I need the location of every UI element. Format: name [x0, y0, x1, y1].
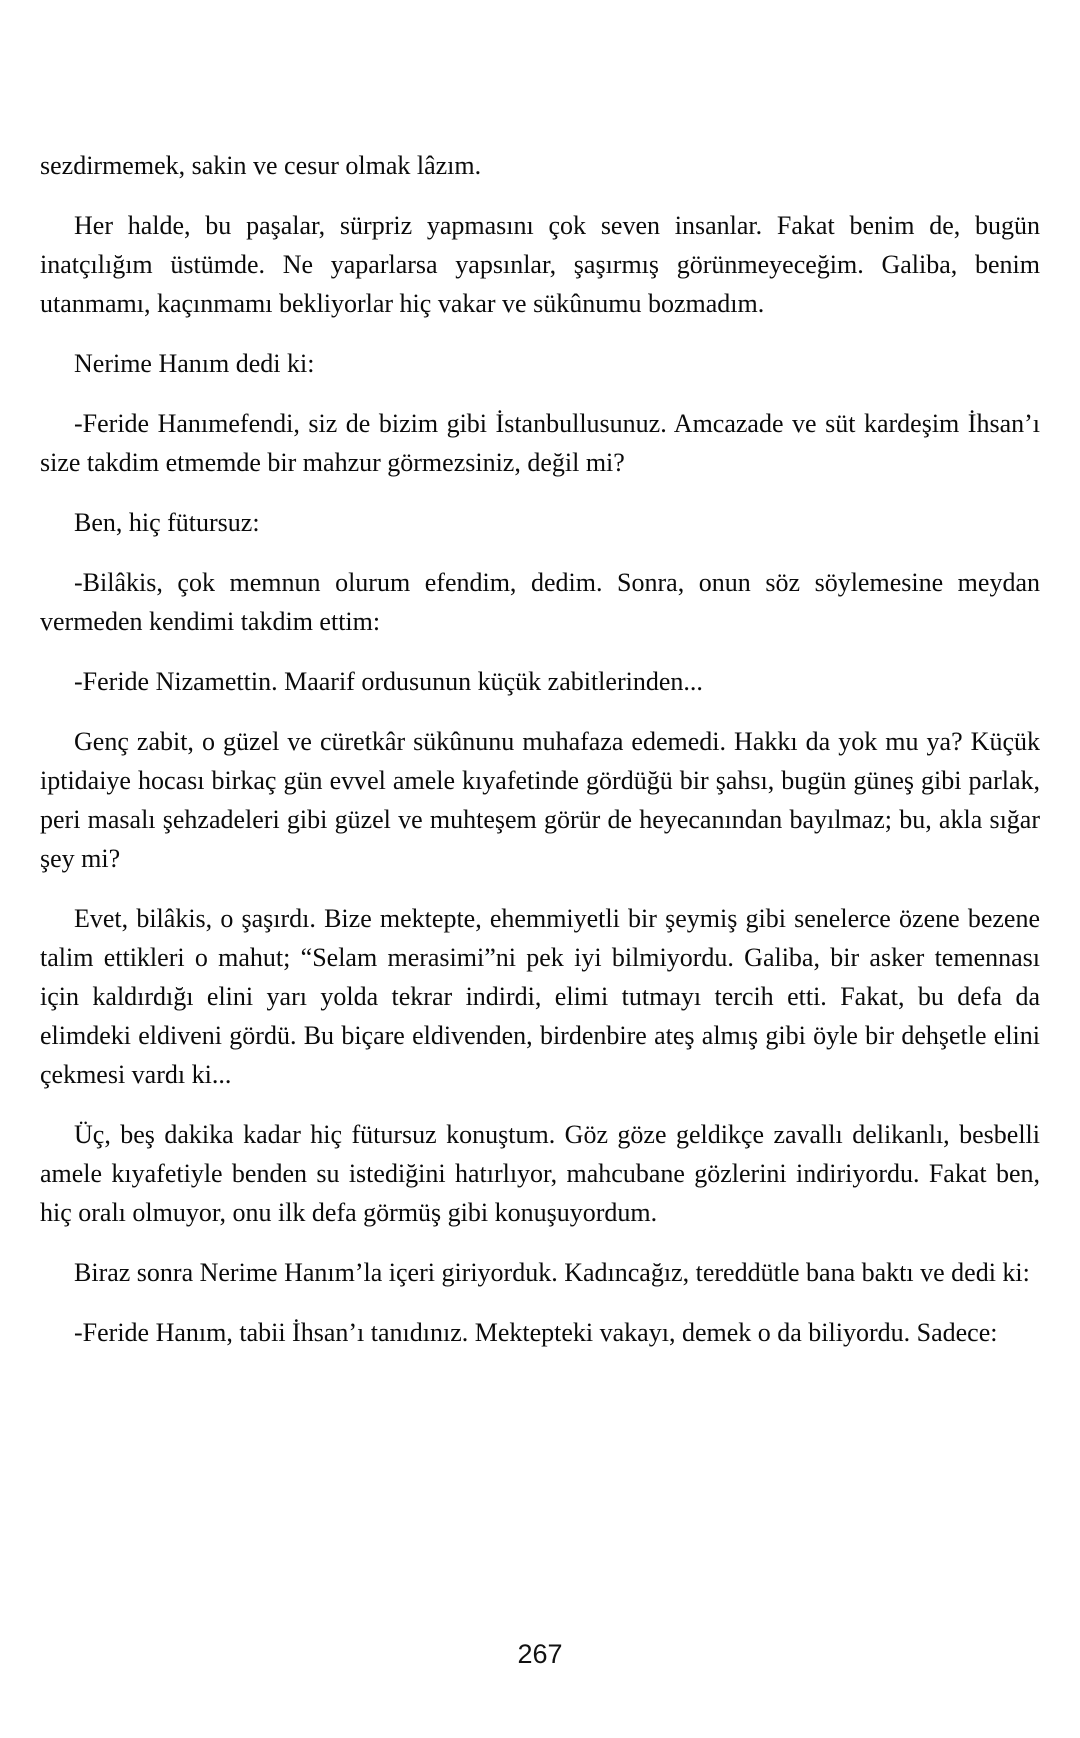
paragraph: Ben, hiç fütursuz: [74, 508, 260, 537]
paragraph: sezdirmemek, sakin ve cesur olmak lâzım. [40, 151, 482, 180]
paragraph: -Feride Nizamettin. Maarif ordusunun küçük zabitlerinden... [74, 667, 703, 696]
paragraph: Biraz sonra Nerime Hanım’la içeri giriyorduk. Kadıncağız, tereddütle bana baktı ve dedi ki: [74, 1258, 1030, 1287]
paragraph: Her halde, bu paşalar, sürpriz yapmasını çok seven insanlar. Fakat benim de, bugün inatçılığım üstümde. Ne yaparlarsa yapsınlar, şaşırmış görünmeyeceğim. Galiba, benim utanmamı, kaçınmamı bekliyorlar hiç vakar ve sükûnumu bozmadım. [40, 211, 1040, 318]
paragraph: -Feride Hanımefendi, siz de bizim gibi İstanbullusunuz. Amcazade ve süt kardeşim İhsan’ı size takdim etmemde bir mahzur görmezsiniz, değil mi? [40, 409, 1040, 477]
paragraph: Evet, bilâkis, o şaşırdı. Bize mektepte, ehemmiyetli bir şeymiş gibi senelerce özene bezene talim ettikleri o mahut; “Selam merasimi”ni pek iyi bilmiyordu. Galiba, bir asker temennası için kaldırdığı elini yarı yolda tekrar indirdi, elimi tutmayı tercih etti. Fakat, bu defa da elimdeki eldiveni gördü. Bu biçare eldivenden, birdenbire ateş almış gibi öyle bir dehşetle elini çekmesi vardı ki... [40, 904, 1040, 1089]
page-number: 267 [517, 1639, 563, 1669]
paragraph: Genç zabit, o güzel ve cüretkâr sükûnunu muhafaza edemedi. Hakkı da yok mu ya? Küçük iptidaiye hocası birkaç gün evvel amele kıyafetinde gördüğü bir şahsı, bugün güneş gibi parlak, peri masalı şehzadeleri gibi güzel ve muhteşem görür de heyecanından bayılmaz; bu, akla sığar şey mi? [40, 727, 1040, 873]
paragraph: -Bilâkis, çok memnun olurum efendim, dedim. Sonra, onun söz söylemesine meydan vermeden kendimi takdim ettim: [40, 568, 1040, 636]
paragraph: -Feride Hanım, tabii İhsan’ı tanıdınız. Mektepteki vakayı, demek o da biliyordu. Sadece: [74, 1318, 998, 1347]
paragraph: Üç, beş dakika kadar hiç fütursuz konuştum. Göz göze geldikçe zavallı delikanlı, besbelli amele kıyafetiyle benden su istediğini hatırlıyor, mahcubane gözlerini indiriyordu. Fakat ben, hiç oralı olmuyor, onu ilk defa görmüş gibi konuşuyordum. [40, 1120, 1040, 1227]
page-text [40, 146, 1040, 1373]
paragraph: Nerime Hanım dedi ki: [74, 349, 315, 378]
